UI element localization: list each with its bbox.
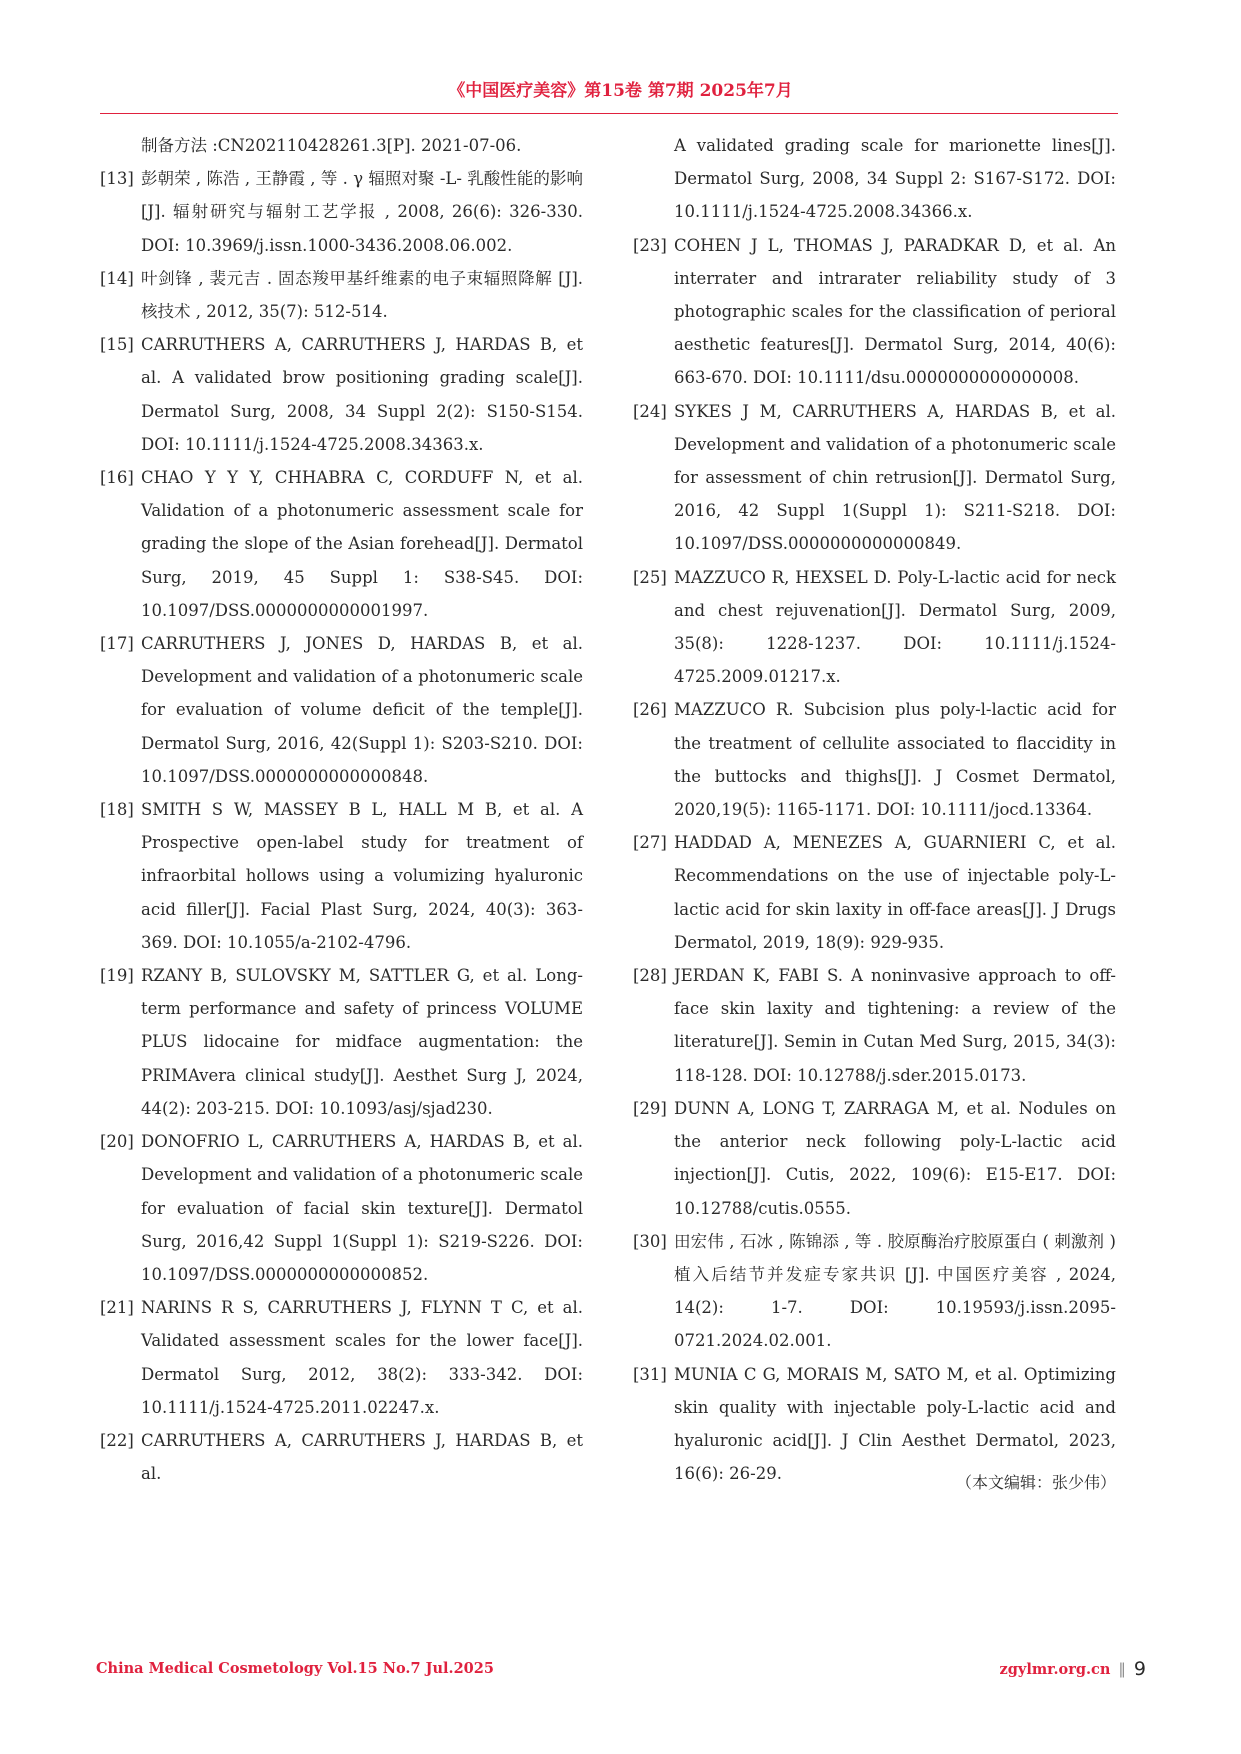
reference-number: [24] <box>633 401 667 421</box>
reference-30 <box>633 1225 1116 1358</box>
footer-website: zgylmr.org.cn <box>999 1660 1111 1678</box>
reference-25 <box>633 561 1116 694</box>
reference-text: DONOFRIO L, CARRUTHERS A, HARDAS B, et al. Development and validation of a photonumeric scale for evaluation of facial skin texture[J]. Dermatol Surg, 2016,42 Suppl 1(Suppl 1): S219-S226. DOI: 10.1097/DSS.0000000000000852. <box>141 1132 583 1284</box>
reference-number: [20] <box>100 1132 134 1152</box>
reference-14 <box>100 262 583 328</box>
reference-text: CARRUTHERS A, CARRUTHERS J, HARDAS B, et al. <box>141 1430 583 1484</box>
reference-21 <box>100 1291 583 1424</box>
reference-text: RZANY B, SULOVSKY M, SATTLER G, et al. Long-term performance and safety of princess VOLUME PLUS lidocaine for midface augmentation: the PRIMAvera clinical study[J]. Aesthet Surg J, 2024, 44(2): 203-215. DOI: 10.1093/asj/sjad230. <box>141 966 583 1118</box>
footer-journal: China Medical Cosmetology Vol.15 No.7 Jul.2025 <box>96 1660 494 1677</box>
reference-number: [22] <box>100 1430 134 1450</box>
reference-16 <box>100 461 583 627</box>
reference-18 <box>100 793 583 959</box>
running-header: 《中国医疗美容》第15卷 第7期 2025年7月 <box>448 81 793 101</box>
reference-29 <box>633 1092 1116 1225</box>
reference-text: NARINS R S, CARRUTHERS J, FLYNN T C, et al. Validated assessment scales for the lower face[J]. Dermatol Surg, 2012, 38(2): 333-342. DOI: 10.1111/j.1524-4725.2011.02247.x. <box>141 1298 583 1417</box>
reference-number: [28] <box>633 966 667 986</box>
reference-text: MAZZUCO R, HEXSEL D. Poly-L-lactic acid for neck and chest rejuvenation[J]. Dermatol Surg, 2009, 35(8): 1228-1237. DOI: 10.1111/j.1524-4725.2009.01217.x. <box>674 567 1116 687</box>
reference-number: [16] <box>100 468 134 488</box>
reference-text: MUNIA C G, MORAIS M, SATO M, et al. Optimizing skin quality with injectable poly-L-lactic acid and hyaluronic acid[J]. J Clin Aesthet Dermatol, 2023, 16(6): 26-29. <box>674 1364 1116 1484</box>
reference-number: [30] <box>633 1231 667 1251</box>
reference-number: [25] <box>633 567 667 587</box>
reference-17 <box>100 627 583 793</box>
reference-text: CARRUTHERS J, JONES D, HARDAS B, et al. Development and validation of a photonumeric scale for evaluation of volume deficit of the temple[J]. Dermatol Surg, 2016, 42(Suppl 1): S203-S210. DOI: 10.1097/DSS.0000000000000848. <box>141 634 583 786</box>
reference-text: DUNN A, LONG T, ZARRAGA M, et al. Nodules on the anterior neck following poly-L-lactic acid injection[J]. Cutis, 2022, 109(6): E15-E17. DOI: 10.12788/cutis.0555. <box>674 1098 1116 1218</box>
reference-text: SYKES J M, CARRUTHERS A, HARDAS B, et al. Development and validation of a photonumeric scale for assessment of chin retrusion[J]. Dermatol Surg, 2016, 42 Suppl 1(Suppl 1): S211-S218. DOI: 10.1097/DSS.0000000000000849. <box>674 401 1116 554</box>
reference-text: MAZZUCO R. Subcision plus poly-l-lactic acid for the treatment of cellulite associated to flaccidity in the buttocks and thighs[J]. J Cosmet Dermatol, 2020,19(5): 1165-1171. DOI: 10.1111/jocd.13364. <box>674 700 1116 820</box>
reference-20 <box>100 1125 583 1291</box>
reference-number: [17] <box>100 634 134 654</box>
reference-22 <box>100 1424 583 1490</box>
reference-number: [14] <box>100 268 134 288</box>
reference-number: [19] <box>100 966 134 986</box>
reference-text: 叶剑锋 , 裴元吉 . 固态羧甲基纤维素的电子束辐照降解 [J]. 核技术 , 2012, 35(7): 512-514. <box>141 268 583 322</box>
reference-text: 田宏伟 , 石冰 , 陈锦添 , 等 . 胶原酶治疗胶原蛋白 ( 刺激剂 ) 植入后结节并发症专家共识 [J]. 中国医疗美容 , 2024, 14(2): 1-7. DOI: 10.19593/j.issn.2095-0721.2024.02.001. <box>674 1231 1116 1351</box>
editor-note: （本文编辑：张少伟） <box>955 1473 1116 1492</box>
reference-13 <box>100 162 583 262</box>
header-rule <box>100 113 1118 114</box>
footer-right <box>1000 1658 1146 1680</box>
reference-number: [29] <box>633 1098 667 1118</box>
reference-28 <box>633 959 1116 1092</box>
footer-separator: ‖ <box>1118 1660 1126 1678</box>
reference-number: [31] <box>633 1364 667 1384</box>
reference-19 <box>100 959 583 1125</box>
reference-text: COHEN J L, THOMAS J, PARADKAR D, et al. An interrater and intrarater reliability study of 3 photographic scales for the classification of perioral aesthetic features[J]. Dermatol Surg, 2014, 40(6): 663-670. DOI: 10.1111/dsu.0000000000000008. <box>674 235 1116 388</box>
reference-number: [23] <box>633 235 667 255</box>
left-column <box>100 129 583 1490</box>
reference-text: 彭朝荣 , 陈浩 , 王静霞 , 等 . γ 辐照对聚 -L- 乳酸性能的影响 [J]. 辐射研究与辐射工艺学报 , 2008, 26(6): 326-330. DOI: 10.3969/j.issn.1000-3436.2008.06.002. <box>141 169 583 255</box>
reference-text: HADDAD A, MENEZES A, GUARNIERI C, et al. Recommendations on the use of injectable poly-L-lactic acid for skin laxity in off-face areas[J]. J Drugs Dermatol, 2019, 18(9): 929-935. <box>674 833 1116 952</box>
reference-number: [15] <box>100 335 134 355</box>
reference-26 <box>633 693 1116 826</box>
reference-number: [13] <box>100 169 134 189</box>
reference-continuation: 制备方法 :CN202110428261.3[P]. 2021-07-06. <box>141 136 522 155</box>
reference-15 <box>100 328 583 461</box>
reference-number: [26] <box>633 700 667 720</box>
reference-23 <box>633 229 1116 395</box>
reference-number: [18] <box>100 800 134 820</box>
reference-text: CARRUTHERS A, CARRUTHERS J, HARDAS B, et al. A validated brow positioning grading scale[J]. Dermatol Surg, 2008, 34 Suppl 2(2): S150-S154. DOI: 10.1111/j.1524-4725.2008.34363.x. <box>141 335 583 454</box>
reference-27 <box>633 826 1116 959</box>
reference-text: SMITH S W, MASSEY B L, HALL M B, et al. A Prospective open-label study for treatment of infraorbital hollows using a volumizing hyaluronic acid filler[J]. Facial Plast Surg, 2024, 40(3): 363-369. DOI: 10.1055/a-2102-4796. <box>141 800 583 952</box>
reference-number: [27] <box>633 833 667 853</box>
reference-24 <box>633 395 1116 561</box>
reference-text: JERDAN K, FABI S. A noninvasive approach to off-face skin laxity and tightening: a review of the literature[J]. Semin in Cutan Med Surg, 2015, 34(3): 118-128. DOI: 10.12788/j.sder.2015.0173. <box>674 966 1116 1085</box>
reference-number: [21] <box>100 1298 134 1318</box>
page-number: 9 <box>1133 1658 1146 1680</box>
reference-continuation: A validated grading scale for marionette lines[J]. Dermatol Surg, 2008, 34 Suppl 2: S167-S172. DOI: 10.1111/j.1524-4725.2008.34366.x. <box>674 136 1116 222</box>
right-column <box>633 129 1116 1490</box>
reference-text: CHAO Y Y Y, CHHABRA C, CORDUFF N, et al. Validation of a photonumeric assessment scale for grading the slope of the Asian forehead[J]. Dermatol Surg, 2019, 45 Suppl 1: S38-S45. DOI: 10.1097/DSS.0000000000001997. <box>141 468 583 620</box>
